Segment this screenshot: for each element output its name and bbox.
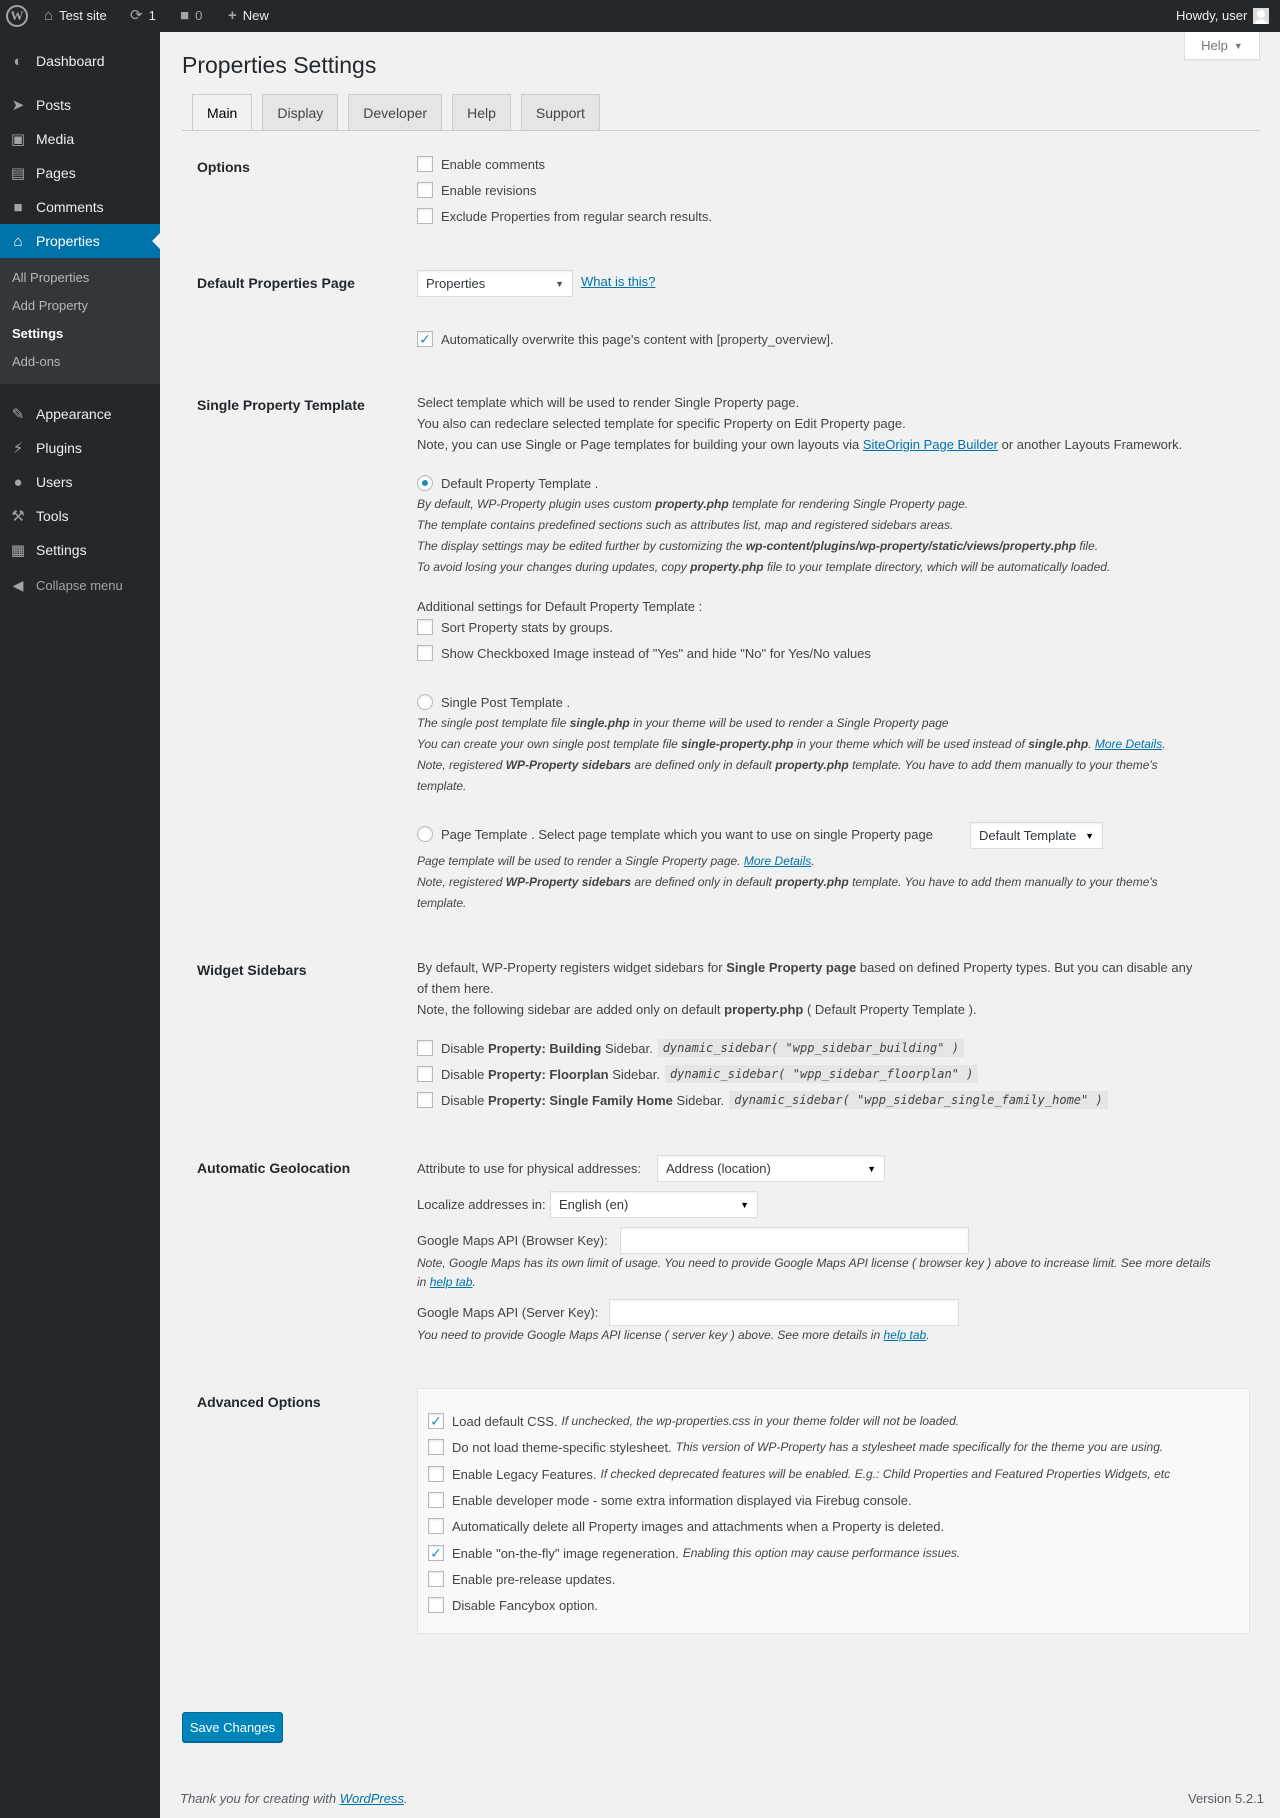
sidebar-item-label: Appearance	[36, 406, 112, 422]
widget-intro-3	[417, 999, 977, 1020]
desc-bold: property.php	[775, 758, 849, 772]
collapse-menu-label: Collapse menu	[36, 577, 123, 593]
desc-text: To avoid losing your changes during updates, copy	[417, 560, 691, 574]
post-template-note-1	[417, 755, 1158, 776]
advanced-option-label: Enable "on-the-fly" image regeneration.	[452, 1545, 679, 1561]
brush-icon: ✎	[11, 406, 25, 423]
intro-text: Note, the following sidebar are added only on default	[417, 1002, 725, 1017]
advanced-option-row[interactable]	[428, 1545, 960, 1561]
disable-sidebar-building-checkbox[interactable]	[417, 1040, 433, 1056]
enable-revisions-checkbox[interactable]	[417, 182, 433, 198]
page-template-option[interactable]	[417, 826, 933, 842]
desc-bold: WP-Property sidebars	[505, 758, 632, 772]
comment-icon: ■	[180, 7, 190, 24]
desc-bold: wp-content/plugins/wp-property/static/views/property.php	[745, 539, 1077, 553]
new-content-menu[interactable]	[228, 0, 269, 32]
default-page-heading: Default Properties Page	[197, 275, 355, 291]
post-template-desc-1	[417, 713, 949, 734]
footer-text: .	[404, 1791, 408, 1806]
advanced-option-row[interactable]	[428, 1597, 598, 1613]
single-template-intro-3	[417, 434, 1182, 455]
sidebar-item-dashboard[interactable]	[0, 44, 160, 78]
default-page-select-value: Properties	[426, 276, 486, 291]
note-text: .	[926, 1328, 930, 1342]
browser-key-input[interactable]	[620, 1227, 969, 1254]
sidebar-name: Property: Single Family Home	[487, 1092, 673, 1108]
sidebar-code: dynamic_sidebar( "wpp_sidebar_floorplan" )	[665, 1065, 978, 1083]
note-text: .	[472, 1275, 476, 1289]
advanced-option-checkbox[interactable]	[428, 1597, 444, 1613]
option-label: Default Property Template .	[441, 475, 599, 491]
admin-bar	[0, 0, 1280, 32]
disable-sidebar-single-family-option[interactable]	[417, 1091, 1108, 1109]
advanced-option-label: Enable developer mode - some extra information displayed via Firebug console.	[452, 1492, 912, 1508]
server-key-input[interactable]	[609, 1299, 959, 1326]
localize-select-value: English (en)	[559, 1197, 629, 1212]
intro-text: Note, you can use Single or Page templates for building your own layouts via	[417, 437, 863, 452]
server-key-label: Google Maps API (Server Key):	[417, 1305, 599, 1320]
advanced-option-row[interactable]	[428, 1518, 944, 1534]
sidebar-item-settings[interactable]	[0, 533, 160, 567]
wrench-icon: ⚒	[11, 508, 25, 525]
attribute-label: Attribute to use for physical addresses:	[417, 1161, 642, 1176]
wordpress-logo-menu[interactable]	[6, 0, 28, 32]
sidebar-item-label: Plugins	[36, 440, 82, 456]
advanced-option-checkbox[interactable]	[428, 1466, 444, 1482]
single-template-intro-2: You also can redeclare selected template for specific Property on Edit Property page.	[417, 416, 906, 431]
desc-text: .	[1088, 737, 1095, 751]
sidebar-item-plugins[interactable]	[0, 431, 160, 465]
wordpress-logo-icon: W	[6, 5, 28, 27]
default-template-desc-3	[417, 536, 1098, 557]
default-template-option[interactable]	[417, 475, 598, 491]
updates-count: 1	[148, 8, 156, 23]
option-label: Sidebar.	[676, 1092, 725, 1108]
page-template-desc-1	[417, 851, 815, 872]
save-changes-button[interactable]: Save Changes	[182, 1712, 283, 1742]
advanced-option-checkbox[interactable]: ✓	[428, 1413, 444, 1429]
siteorigin-link[interactable]: SiteOrigin Page Builder	[862, 437, 999, 452]
footer-version: Version 5.2.1	[1188, 1791, 1264, 1806]
exclude-search-checkbox[interactable]	[417, 208, 433, 224]
dashboard-icon: ◐	[13, 52, 23, 70]
option-label: Enable revisions	[441, 182, 537, 198]
sidebar-item-label: Tools	[36, 508, 69, 524]
note-text: You need to provide Google Maps API license ( server key ) above. See more details in	[417, 1328, 884, 1342]
sidebar-item-label: Users	[36, 474, 73, 490]
sidebar-item-label: Pages	[36, 165, 76, 181]
tab-main[interactable]: Main	[192, 94, 252, 131]
users-icon: ●	[13, 473, 23, 491]
plugin-icon: ⚡	[12, 440, 24, 457]
desc-bold: single-property.php	[681, 737, 794, 751]
localize-select[interactable]	[550, 1191, 758, 1218]
desc-text: By default, WP-Property plugin uses custom	[417, 497, 656, 511]
single-post-template-radio[interactable]	[417, 694, 433, 710]
enable-comments-checkbox[interactable]	[417, 156, 433, 172]
widget-intro-2: of them here.	[417, 981, 494, 996]
updates-icon: ⟳	[130, 7, 143, 24]
advanced-option-note: If unchecked, the wp-properties.css in your theme folder will not be loaded.	[561, 1414, 960, 1428]
desc-text: are defined only in default	[631, 758, 776, 772]
option-label: Page Template . Select page template which you want to use on single Property page	[441, 826, 933, 842]
single-template-heading: Single Property Template	[197, 397, 365, 413]
default-template-desc-2: The template contains predefined sections such as attributes list, map and registered sidebars areas.	[417, 518, 954, 532]
site-name-menu[interactable]	[44, 0, 107, 32]
option-label: Disable	[441, 1040, 485, 1056]
disable-sidebar-floorplan-checkbox[interactable]	[417, 1066, 433, 1082]
chevron-down-icon: ▼	[740, 1199, 749, 1210]
exclude-search-option[interactable]	[417, 208, 712, 224]
intro-bold: property.php	[724, 1002, 804, 1017]
default-template-radio[interactable]	[417, 475, 433, 491]
advanced-option-label: Disable Fancybox option.	[452, 1597, 598, 1613]
tab-support[interactable]: Support	[521, 94, 600, 131]
advanced-option-checkbox[interactable]	[428, 1492, 444, 1508]
desc-text: .	[811, 854, 815, 868]
submenu-item-add-property[interactable]: Add Property	[12, 298, 88, 313]
sidebar-item-users[interactable]	[0, 465, 160, 499]
enable-comments-option[interactable]	[417, 156, 545, 172]
tabs-divider	[182, 130, 1260, 131]
comments-count: 0	[195, 8, 203, 23]
browser-key-label: Google Maps API (Browser Key):	[417, 1233, 608, 1248]
pin-icon: ➤	[11, 97, 25, 114]
geolocation-heading: Automatic Geolocation	[197, 1160, 351, 1176]
desc-text: The single post template file	[417, 716, 570, 730]
advanced-option-label: Enable pre-release updates.	[452, 1571, 616, 1587]
desc-text: .	[1162, 737, 1166, 751]
disable-sidebar-single-family-checkbox[interactable]	[417, 1092, 433, 1108]
wordpress-link[interactable]: WordPress	[339, 1791, 404, 1806]
more-details-link[interactable]: More Details	[1094, 737, 1163, 751]
footer-text: Thank you for creating with	[180, 1791, 340, 1806]
submenu-item-settings[interactable]: Settings	[12, 326, 64, 341]
attribute-select[interactable]	[657, 1155, 885, 1182]
tab-help[interactable]: Help	[452, 94, 511, 131]
desc-text: in your theme which will be used instead of	[793, 737, 1029, 751]
option-label: Disable	[441, 1066, 485, 1082]
option-label: Sidebar.	[605, 1040, 653, 1056]
advanced-option-label: Do not load theme-specific stylesheet.	[452, 1439, 672, 1455]
sort-stats-option[interactable]	[417, 619, 613, 635]
advanced-option-label: Automatically delete all Property images and attachments when a Property is deleted.	[452, 1518, 945, 1534]
media-icon: ▣	[10, 131, 26, 148]
intro-bold: Single Property page	[726, 960, 857, 975]
tab-developer[interactable]: Developer	[348, 94, 442, 131]
my-account-menu[interactable]	[1176, 0, 1269, 32]
advanced-option-checkbox[interactable]: ✓	[428, 1545, 444, 1561]
advanced-option-label: Enable Legacy Features.	[452, 1466, 597, 1482]
what-is-this-link[interactable]: What is this?	[581, 274, 656, 289]
advanced-option-checkbox[interactable]	[428, 1571, 444, 1587]
home-icon: ⌂	[13, 232, 23, 250]
desc-text: in your theme will be used to render a Single Property page	[629, 716, 949, 730]
post-template-desc-2	[417, 734, 1166, 755]
sidebar-item-comments[interactable]	[0, 190, 160, 224]
settings-tabs	[192, 94, 600, 131]
properties-submenu	[0, 258, 160, 384]
disable-sidebar-floorplan-option[interactable]	[417, 1065, 978, 1083]
comments-menu[interactable]	[180, 0, 202, 32]
home-icon: ⌂	[44, 7, 54, 24]
sidebar-code: dynamic_sidebar( "wpp_sidebar_building" )	[658, 1039, 964, 1057]
advanced-option-row[interactable]	[428, 1492, 912, 1508]
show-checkbox-image-option[interactable]	[417, 645, 871, 661]
advanced-option-row[interactable]	[428, 1439, 1163, 1455]
page-title: Properties Settings	[182, 52, 377, 78]
admin-sidebar	[0, 32, 160, 1818]
desc-text: file to your template directory, which will be automatically loaded.	[763, 560, 1111, 574]
option-label: Show Checkboxed Image instead of "Yes" and hide "No" for Yes/No values	[441, 645, 871, 661]
single-template-intro-1: Select template which will be used to render Single Property page.	[417, 395, 800, 410]
advanced-option-row[interactable]	[428, 1413, 959, 1429]
option-label: Enable comments	[441, 156, 546, 172]
note-text: in	[417, 1275, 430, 1289]
sidebar-item-label: Media	[36, 131, 75, 147]
desc-text: Note, registered	[417, 875, 506, 889]
default-page-select[interactable]	[417, 270, 573, 297]
avatar	[1253, 8, 1269, 24]
disable-sidebar-building-option[interactable]	[417, 1039, 964, 1057]
server-key-note	[417, 1325, 930, 1346]
advanced-option-note: If checked deprecated features will be enabled. E.g.: Child Properties and Featured Properties Widgets, etc	[600, 1467, 1171, 1481]
option-label: Exclude Properties from regular search results.	[441, 208, 712, 224]
desc-text: Note, registered	[417, 758, 506, 772]
desc-text: template. You have to add them manually to your theme's	[848, 875, 1158, 889]
page-template-select[interactable]	[970, 822, 1103, 849]
page-template-note-1	[417, 872, 1158, 893]
advanced-option-checkbox[interactable]	[428, 1518, 444, 1534]
sidebar-item-label: Settings	[36, 542, 87, 558]
sidebar-item-label: Properties	[36, 233, 100, 249]
collapse-menu-button[interactable]	[0, 573, 160, 597]
sidebar-item-tools[interactable]	[0, 499, 160, 533]
sidebar-item-label: Dashboard	[36, 53, 105, 69]
advanced-option-checkbox[interactable]	[428, 1439, 444, 1455]
plus-icon: +	[228, 7, 237, 24]
option-label: Sidebar.	[612, 1066, 660, 1082]
attribute-select-value: Address (location)	[666, 1161, 771, 1176]
submenu-item-all-properties[interactable]: All Properties	[12, 270, 90, 285]
sidebar-item-pages[interactable]	[0, 156, 160, 190]
help-tab-link[interactable]: help tab	[429, 1275, 473, 1289]
page-template-note-2: template.	[417, 896, 467, 910]
page-template-select-value: Default Template	[979, 828, 1077, 843]
sidebar-item-label: Comments	[36, 199, 104, 215]
default-template-desc-4	[417, 557, 1110, 578]
desc-text: You can create your own single post template file	[417, 737, 682, 751]
settings-icon: ▦	[10, 542, 26, 559]
option-label: Sort Property stats by groups.	[441, 619, 613, 635]
help-tab-link[interactable]: help tab	[883, 1328, 927, 1342]
submenu-item-add-ons[interactable]: Add-ons	[12, 354, 61, 369]
more-details-link[interactable]: More Details	[743, 854, 812, 868]
sidebar-item-label: Posts	[36, 97, 72, 113]
tab-display[interactable]: Display	[262, 94, 338, 131]
sidebar-item-appearance[interactable]	[0, 397, 160, 431]
show-checkbox-image-checkbox[interactable]	[417, 645, 433, 661]
chevron-down-icon: ▼	[555, 278, 564, 289]
page-template-radio[interactable]	[417, 826, 433, 842]
post-template-note-2: template.	[417, 779, 467, 793]
desc-text: file.	[1076, 539, 1099, 553]
advanced-option-note: This version of WP-Property has a stylesheet made specifically for the theme you are using.	[675, 1440, 1164, 1454]
new-label: New	[242, 8, 269, 23]
option-label: Automatically overwrite this page's content with [property_overview].	[441, 331, 834, 347]
browser-key-note	[417, 1254, 1250, 1292]
intro-text: By default, WP-Property registers widget sidebars for	[417, 960, 727, 975]
help-tab-label: Help	[1201, 38, 1228, 53]
option-label: Single Post Template .	[441, 694, 571, 710]
additional-settings-label: Additional settings for Default Property Template :	[417, 599, 703, 614]
sidebar-name: Property: Building	[487, 1040, 602, 1056]
comment-icon: ■	[13, 198, 23, 216]
sidebar-item-media[interactable]	[0, 122, 160, 156]
option-label: Disable	[441, 1092, 485, 1108]
desc-bold: property.php	[690, 560, 764, 574]
collapse-icon: ◀	[12, 576, 24, 593]
localize-label: Localize addresses in:	[417, 1197, 546, 1212]
overwrite-content-option[interactable]	[417, 331, 834, 347]
footer-thanks	[180, 1791, 408, 1806]
desc-bold: single.php	[569, 716, 630, 730]
single-post-template-option[interactable]	[417, 694, 570, 710]
intro-text: or another Layouts Framework.	[998, 437, 1183, 452]
sidebar-name: Property: Floorplan	[487, 1066, 609, 1082]
desc-text: are defined only in default	[631, 875, 776, 889]
options-heading: Options	[197, 159, 250, 175]
updates-menu[interactable]	[130, 0, 156, 32]
chevron-down-icon: ▼	[1085, 830, 1094, 841]
widget-sidebars-heading: Widget Sidebars	[197, 962, 307, 978]
intro-text: based on defined Property types. But you can disable any	[856, 960, 1193, 975]
advanced-option-label: Load default CSS.	[452, 1413, 558, 1429]
sidebar-code: dynamic_sidebar( "wpp_sidebar_single_family_home" )	[729, 1091, 1107, 1109]
sidebar-item-properties[interactable]	[0, 224, 160, 258]
overwrite-content-checkbox[interactable]: ✓	[417, 331, 433, 347]
advanced-options-heading: Advanced Options	[197, 1394, 321, 1410]
howdy-text: Howdy, user	[1176, 8, 1248, 23]
advanced-option-row[interactable]	[428, 1466, 1170, 1482]
desc-text: template. You have to add them manually to your theme's	[848, 758, 1158, 772]
enable-revisions-option[interactable]	[417, 182, 536, 198]
desc-bold: property.php	[775, 875, 849, 889]
site-name: Test site	[59, 8, 107, 23]
desc-text: template for rendering Single Property page.	[728, 497, 969, 511]
sidebar-item-posts[interactable]	[0, 88, 160, 122]
desc-bold: single.php	[1028, 737, 1089, 751]
pages-icon: ▤	[10, 165, 26, 182]
desc-text: The display settings may be edited further by customizing the	[417, 539, 746, 553]
desc-bold: property.php	[655, 497, 729, 511]
widget-intro-1	[417, 957, 1192, 978]
note-text: Note, Google Maps has its own limit of usage. You need to provide Google Maps API license ( browser key ) above to increase limit. See more details	[417, 1256, 1211, 1270]
default-template-desc-1	[417, 494, 968, 515]
caret-down-icon: ▼	[1233, 40, 1243, 51]
chevron-down-icon: ▼	[867, 1163, 876, 1174]
advanced-option-note: Enabling this option may cause performance issues.	[682, 1546, 961, 1560]
advanced-option-row[interactable]	[428, 1571, 615, 1587]
desc-bold: WP-Property sidebars	[505, 875, 632, 889]
help-tab-button[interactable]	[1184, 32, 1260, 60]
intro-text: ( Default Property Template ).	[803, 1002, 977, 1017]
sort-stats-checkbox[interactable]	[417, 619, 433, 635]
desc-text: Page template will be used to render a Single Property page.	[417, 854, 744, 868]
